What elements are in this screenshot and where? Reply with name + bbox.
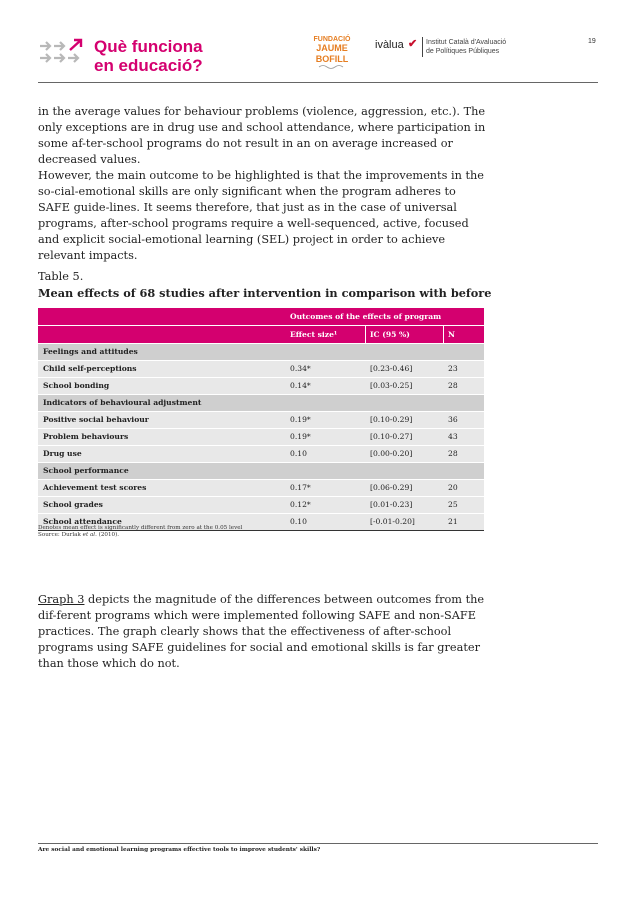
row-label: Child self-perceptions <box>43 364 137 373</box>
ic-value: [0.01-0.23] <box>370 500 413 509</box>
ic-value: [0.23-0.46] <box>370 364 413 373</box>
table-notes <box>38 525 242 539</box>
institute-line2: de Polítiques Públiques <box>426 48 500 55</box>
table-column-header-row <box>38 325 484 343</box>
ic-value: [0.00-0.20] <box>370 449 413 458</box>
paragraph-2: However, the main outcome to be highlighted is that the improvements in the so-cial-emotional skills are only significant when the program adheres to SAFE guide-lines. It seems therefore, that just as in the case of universal programs, after-school programs require a well-sequenced, active, focused and explicit social-emotional learning (SEL) project in order to achieve relevant impacts. <box>38 169 484 262</box>
effect-size-value: 0.10 <box>290 449 307 458</box>
paragraph-3-text: depicts the magnitude of the differences between outcomes from the dif-ferent programs which were implemented following SAFE and non-SAFE practices. The graph clearly shows that the effectiveness of after-school programs using SAFE guidelines for social and emotional skills is far greater than those which do not. <box>38 593 485 670</box>
n-value: 36 <box>448 415 458 424</box>
brand-title-line1: Què funciona <box>94 37 203 56</box>
row-label: School attendance <box>43 517 122 526</box>
effect-size-value: 0.12* <box>290 500 311 509</box>
source-prefix: Source: Durlak <box>38 532 83 538</box>
footer-text: Are social and emotional learning programs effective tools to improve students' skills? <box>38 847 321 853</box>
brand-title <box>94 37 203 75</box>
n-value: 23 <box>448 364 458 373</box>
row-label: Drug use <box>43 449 82 458</box>
table-group-header-row <box>38 308 484 325</box>
effect-size-value: 0.14* <box>290 381 311 390</box>
table-row <box>38 479 484 496</box>
table-row <box>38 377 484 394</box>
effect-size-value: 0.19* <box>290 432 311 441</box>
n-value: 43 <box>448 432 458 441</box>
logo-divider <box>422 37 423 57</box>
row-label: Problem behaviours <box>43 432 129 441</box>
institute-line1: Institut Català d'Avaluació <box>426 39 507 46</box>
table-section-row <box>38 394 484 411</box>
source-suffix: (2010). <box>96 532 120 538</box>
institute-name <box>426 38 506 56</box>
table-caption <box>38 269 491 301</box>
source-et-al: et al. <box>82 532 97 538</box>
ivalua-logo: ivàlua <box>375 39 404 51</box>
effect-size-value: 0.34* <box>290 364 311 373</box>
effect-size-value: 0.17* <box>290 483 311 492</box>
table-source <box>38 532 242 539</box>
fundacio-jaume-bofill-logo <box>311 33 353 73</box>
table-row <box>38 445 484 462</box>
col-header-n: N <box>448 330 455 339</box>
n-value: 25 <box>448 500 458 509</box>
section-name: Feelings and attitudes <box>43 347 138 356</box>
n-value: 28 <box>448 449 458 458</box>
paragraph-3 <box>38 592 486 672</box>
header-divider <box>38 82 598 83</box>
row-label: School grades <box>43 500 103 509</box>
col-header-ic: IC (95 %) <box>370 330 410 339</box>
significance-note: Denotes mean effect is significantly different from zero at the 0.05 level <box>38 525 243 531</box>
row-label: School bonding <box>43 381 110 390</box>
table-section-row <box>38 462 484 479</box>
check-icon: ✔ <box>408 37 418 50</box>
n-value: 21 <box>448 517 458 526</box>
n-value: 28 <box>448 381 458 390</box>
section-name: Indicators of behavioural adjustment <box>43 398 202 407</box>
row-label: Positive social behaviour <box>43 415 149 424</box>
ic-value: [0.10-0.27] <box>370 432 413 441</box>
effect-size-value: 0.10 <box>290 517 307 526</box>
brand-title-line2: en educació? <box>94 56 203 75</box>
column-separator <box>443 326 444 343</box>
col-header-effect-size: Effect size¹ <box>290 330 338 339</box>
n-value: 20 <box>448 483 458 492</box>
page-number: 19 <box>588 38 596 45</box>
table-row <box>38 428 484 445</box>
table-title: Mean effects of 68 studies after intervention in comparison with before <box>38 286 492 300</box>
ic-value: [0.06-0.29] <box>370 483 413 492</box>
section-name: School performance <box>43 466 129 475</box>
column-separator <box>365 326 366 343</box>
table-label: Table 5. <box>38 270 84 283</box>
svg-text:JAUME: JAUME <box>316 43 348 53</box>
ic-value: [-0.01-0.20] <box>370 517 415 526</box>
table-section-row <box>38 343 484 360</box>
table-row <box>38 411 484 428</box>
paragraph-1: in the average values for behaviour problems (violence, aggression, etc.). The only exceptions are in drug use and school attendance, where participation in some af-ter-school programs do not result in an on average increased or decreased values. <box>38 105 486 166</box>
results-table <box>38 308 484 531</box>
svg-text:FUNDACIÓ: FUNDACIÓ <box>313 36 351 43</box>
outcomes-group-header: Outcomes of the effects of program <box>290 312 442 321</box>
svg-text:BOFILL: BOFILL <box>315 54 349 64</box>
ic-value: [0.10-0.29] <box>370 415 413 424</box>
table-row <box>38 496 484 513</box>
row-label: Achievement test scores <box>43 483 147 492</box>
effect-size-value: 0.19* <box>290 415 311 424</box>
ic-value: [0.03-0.25] <box>370 381 413 390</box>
brand-arrows-icon <box>38 38 86 68</box>
footer-divider <box>38 843 598 844</box>
table-row <box>38 360 484 377</box>
graph-3-link[interactable]: Graph 3 <box>38 593 85 606</box>
